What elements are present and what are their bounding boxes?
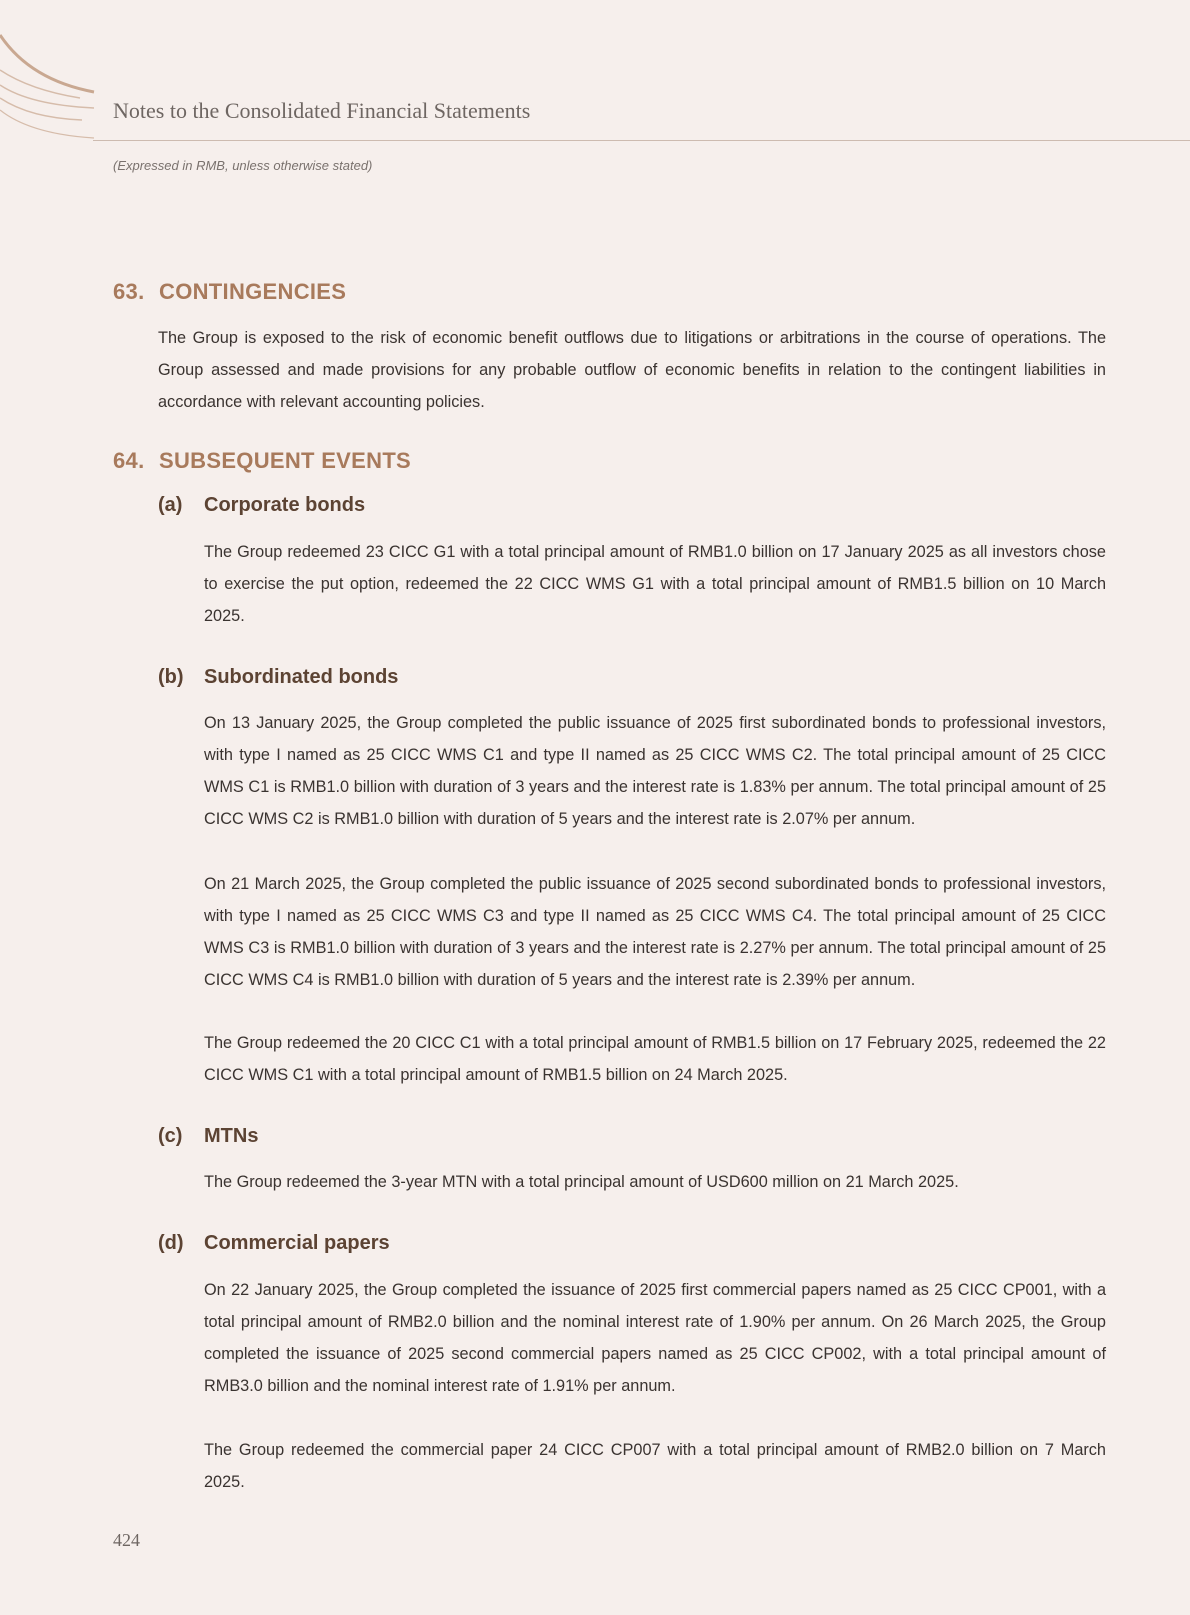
subsection-title: MTNs [204,1125,259,1147]
decorative-arcs-icon [0,30,100,140]
section-title: SUBSEQUENT EVENTS [159,448,412,473]
subsection-label: (a) [158,494,183,516]
subsection-label: (d) [158,1232,184,1254]
subsection-label: (b) [158,666,184,688]
subsection-heading-c [158,1125,258,1148]
section-number: 63. [113,279,145,304]
section-heading-63 [113,279,346,305]
paragraph: The Group redeemed the commercial paper 24 CICC CP007 with a total principal amount of RMB2.0 billion on 7 March 2025. [204,1441,1106,1491]
section-title: CONTINGENCIES [159,279,347,304]
paragraph: On 13 January 2025, the Group completed the public issuance of 2025 first subordinated bonds to professional investors, with type I named as 25 CICC WMS C1 and type II named as 25 CICC WMS C2. The total principal amount of 25 CICC WMS C1 is RMB1.0 billion with duration of 3 years and the interest rate is 1.83% per annum. The total principal amount of 25 CICC WMS C2 is RMB1.0 billion with duration of 5 years and the interest rate is 2.07% per annum. [204,714,1106,828]
subsection-heading-d [158,1232,390,1255]
paragraph: The Group redeemed the 20 CICC C1 with a total principal amount of RMB1.5 billion on 17 February 2025, redeemed the 22 CICC WMS C1 with a total principal amount of RMB1.5 billion on 24 March 2025. [204,1034,1106,1084]
subsection-heading-a [158,494,365,517]
section-heading-64 [113,448,411,474]
header-title: Notes to the Consolidated Financial Statements [113,98,531,123]
paragraph: On 22 January 2025, the Group completed the issuance of 2025 first commercial papers named as 25 CICC CP001, with a total principal amount of RMB2.0 billion and the nominal interest rate of 1.90% per annum. On 26 March 2025, the Group completed the issuance of 2025 second commercial papers named as 25 CICC CP002, with a total principal amount of RMB3.0 billion and the nominal interest rate of 1.91% per annum. [204,1281,1106,1395]
header-divider [93,140,1190,141]
page-number: 424 [113,1530,140,1550]
subsection-title: Commercial papers [204,1232,390,1254]
paragraph: On 21 March 2025, the Group completed the public issuance of 2025 second subordinated bonds to professional investors, with type I named as 25 CICC WMS C3 and type II named as 25 CICC WMS C4. The total principal amount of 25 CICC WMS C3 is RMB1.0 billion with duration of 3 years and the interest rate is 2.27% per annum. The total principal amount of 25 CICC WMS C4 is RMB1.0 billion with duration of 5 years and the interest rate is 2.39% per annum. [204,875,1106,989]
paragraph: The Group redeemed the 3-year MTN with a total principal amount of USD600 million on 21 March 2025. [204,1173,959,1191]
paragraph: The Group redeemed 23 CICC G1 with a total principal amount of RMB1.0 billion on 17 January 2025 as all investors chose to exercise the put option, redeemed the 22 CICC WMS G1 with a total principal amount of RMB1.5 billion on 10 March 2025. [204,543,1106,625]
contingencies-paragraph: The Group is exposed to the risk of economic benefit outflows due to litigations or arbitrations in the course of operations. The Group assessed and made provisions for any probable outflow of economic benefits in relation to the contingent liabilities in accordance with relevant accounting policies. [158,329,1106,411]
section-number: 64. [113,448,145,473]
header-subtitle: (Expressed in RMB, unless otherwise stated) [113,158,373,173]
subsection-title: Subordinated bonds [204,666,399,688]
subsection-title: Corporate bonds [204,494,366,516]
subsection-label: (c) [158,1125,183,1147]
subsection-heading-b [158,666,398,689]
